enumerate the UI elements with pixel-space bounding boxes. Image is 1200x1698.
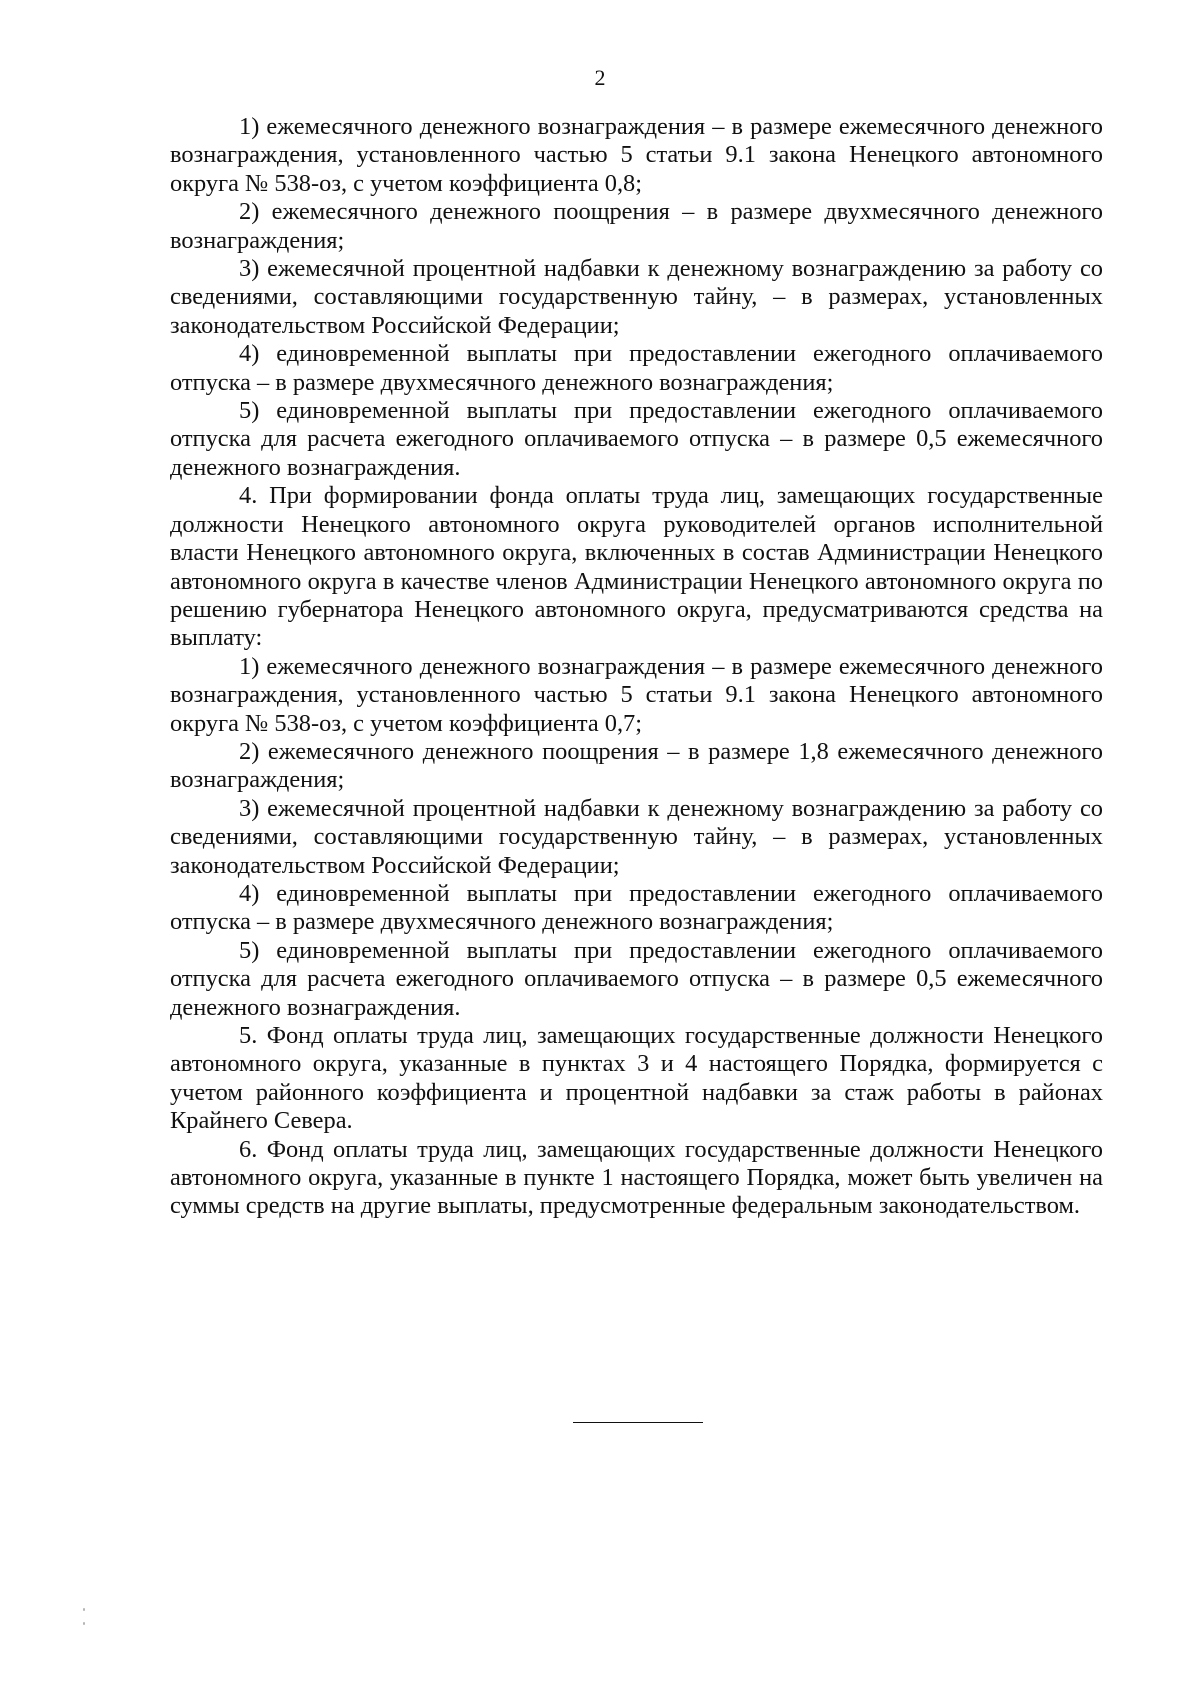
end-of-document-rule bbox=[573, 1422, 703, 1423]
paragraph-4-item-2: 2) ежемесячного денежного поощрения – в размере 1,8 ежемесячного денежного вознаграждения; bbox=[170, 737, 1103, 794]
paragraph-5: 5. Фонд оплаты труда лиц, замещающих государственные должности Ненецкого автономного округа, указанные в пунктах 3 и 4 настоящего Порядка, формируется с учетом районного коэффициента и процентной надбавки за стаж работы в районах Крайнего Севера. bbox=[170, 1022, 1103, 1135]
paragraph-3-item-2: 2) ежемесячного денежного поощрения – в размере двухмесячного денежного вознаграждения; bbox=[170, 198, 1103, 254]
paragraph-6: 6. Фонд оплаты труда лиц, замещающих государственные должности Ненецкого автономного округа, указанные в пункте 1 настоящего Порядка, может быть увеличен на суммы средств на другие выплаты, предусмотренные федеральным законодательством. bbox=[170, 1135, 1103, 1220]
paragraph-3-item-4: 4) единовременной выплаты при предоставлении ежегодного оплачиваемого отпуска – в размере двухмесячного денежного вознаграждения; bbox=[170, 340, 1103, 396]
paragraph-4-item-4: 4) единовременной выплаты при предоставлении ежегодного оплачиваемого отпуска – в размере двухмесячного денежного вознаграждения; bbox=[170, 879, 1103, 936]
paragraph-4-item-3: 3) ежемесячной процентной надбавки к денежному вознаграждению за работу со сведениями, составляющими государственную тайну, – в размерах, установленных законодательством Российской Федерации; bbox=[170, 794, 1103, 879]
paragraph-3-item-5: 5) единовременной выплаты при предоставлении ежегодного оплачиваемого отпуска для расчета ежегодного оплачиваемого отпуска – в размере 0,5 ежемесячного денежного вознаграждения. bbox=[170, 397, 1103, 481]
scan-speck bbox=[83, 1608, 85, 1611]
scan-speck bbox=[83, 1622, 85, 1625]
page-number: 2 bbox=[594, 65, 606, 90]
paragraph-4-item-1: 1) ежемесячного денежного вознаграждения – в размере ежемесячного денежного вознаграждения, установленного частью 5 статьи 9.1 закона Ненецкого автономного округа № 538-оз, с учетом коэффициента 0,7; bbox=[170, 652, 1103, 737]
paragraph-4-item-5: 5) единовременной выплаты при предоставлении ежегодного оплачиваемого отпуска для расчета ежегодного оплачиваемого отпуска – в размере 0,5 ежемесячного денежного вознаграждения. bbox=[170, 936, 1103, 1021]
paragraph-3-item-1: 1) ежемесячного денежного вознаграждения – в размере ежемесячного денежного вознаграждения, установленного частью 5 статьи 9.1 закона Ненецкого автономного округа № 538-оз, с учетом коэффициента 0,8; bbox=[170, 113, 1103, 197]
paragraph-3-item-3: 3) ежемесячной процентной надбавки к денежному вознаграждению за работу со сведениями, составляющими государственную тайну, – в размерах, установленных законодательством Российской Федерации; bbox=[170, 255, 1103, 339]
document-body bbox=[170, 113, 1103, 1221]
paragraph-4: 4. При формировании фонда оплаты труда лиц, замещающих государственные должности Ненецкого автономного округа руководителей органов исполнительной власти Ненецкого автономного округа, включенных в состав Администрации Ненецкого автономного округа в качестве членов Администрации Ненецкого автономного округа по решению губернатора Ненецкого автономного округа, предусматриваются средства на выплату: bbox=[170, 482, 1103, 652]
